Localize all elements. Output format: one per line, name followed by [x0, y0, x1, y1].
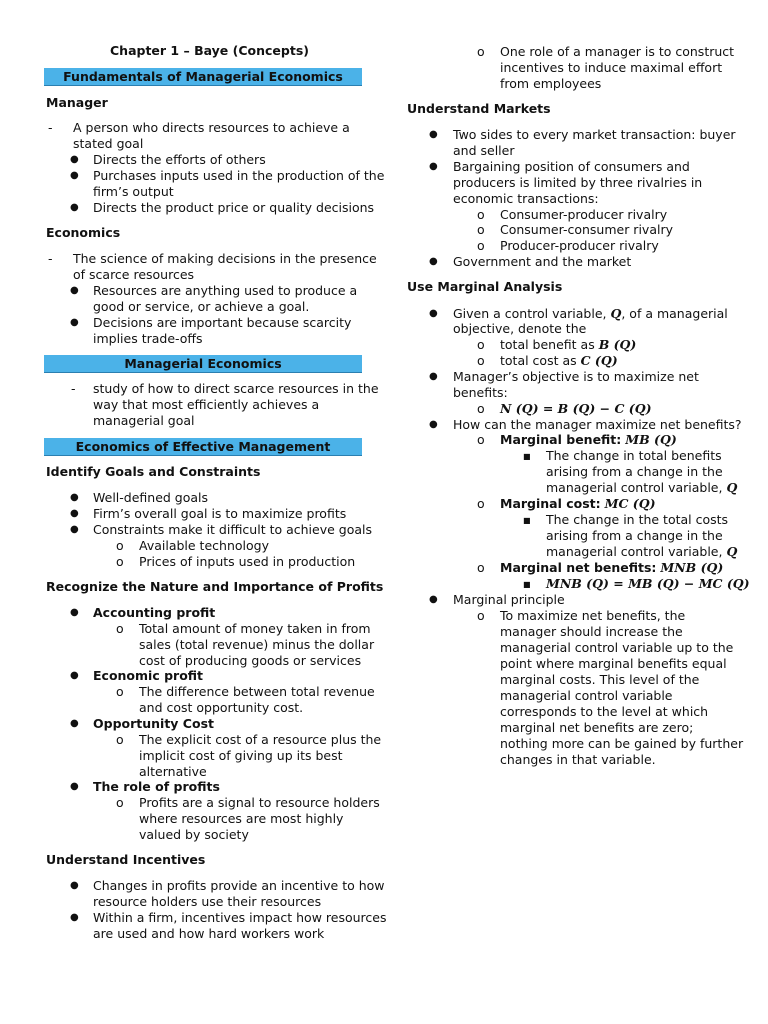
math-q: Q [726, 544, 738, 559]
mc-text: arising from a change in the [546, 528, 723, 543]
bullet: ● [70, 508, 79, 519]
square-bullet: ■ [523, 452, 531, 461]
math-cq: C (Q) [580, 353, 618, 368]
sub-bullet: o [116, 538, 124, 553]
bullet: ● [70, 317, 79, 328]
bullet: ● [429, 308, 438, 319]
list-item [500, 432, 677, 448]
economic-profit-label: Economic profit [93, 668, 204, 683]
sub-bullet: o [477, 353, 485, 368]
list-item: Bargaining position of consumers and [453, 159, 690, 174]
mc-text: The change in the total costs [546, 512, 729, 527]
sub-bullet: o [477, 222, 485, 237]
bullet: ● [429, 594, 438, 605]
mc-label: Marginal cost: [500, 496, 601, 511]
list-item: benefits: [453, 385, 508, 400]
dash-marker: - [48, 120, 53, 135]
list-item: are used and how hard workers work [93, 926, 325, 941]
list-item: Prices of inputs used in production [139, 554, 356, 569]
opportunity-text: The explicit cost of a resource plus the [139, 732, 382, 747]
list-item: resource holders use their resources [93, 894, 322, 909]
list-item: Purchases inputs used in the production of the [93, 168, 385, 183]
list-item: Decisions are important because scarcity [93, 315, 352, 330]
accounting-text: Total amount of money taken in from [139, 621, 371, 636]
sub-bullet: o [477, 608, 485, 623]
text: total cost as [500, 353, 577, 368]
mc-text [546, 544, 737, 560]
me-def-line2: way that most efficiently achieves a [93, 397, 320, 412]
heading-marginal-analysis: Use Marginal Analysis [407, 279, 563, 294]
math-mbq: MB (Q) [625, 432, 677, 447]
mp-text: marginal net benefits are zero; [500, 720, 694, 735]
mp-text: managerial control variable up to the [500, 640, 734, 655]
text: , of a managerial [621, 306, 728, 321]
incentive-text: from employees [500, 76, 602, 91]
mp-text: marginal costs. This level of the [500, 672, 700, 687]
sub-bullet: o [477, 238, 485, 253]
heading-markets: Understand Markets [407, 101, 551, 116]
sub-bullet: o [477, 44, 485, 59]
incentive-text: One role of a manager is to construct [500, 44, 735, 59]
mp-text: manager should increase the [500, 624, 683, 639]
heading-profits: Recognize the Nature and Importance of Profits [46, 579, 384, 594]
me-def-line1: study of how to direct scarce resources in the [93, 381, 379, 396]
opportunity-text: implicit cost of giving up its best [139, 748, 343, 763]
heading-manager: Manager [46, 95, 108, 110]
me-def-line3: managerial goal [93, 413, 195, 428]
bullet: ● [70, 781, 79, 792]
list-item: and seller [453, 143, 515, 158]
bullet: ● [70, 154, 79, 165]
economic-text: The difference between total revenue [139, 684, 375, 699]
list-item: good or service, or achieve a goal. [93, 299, 310, 314]
role-text: where resources are most highly [139, 811, 344, 826]
section-bar-effective-management: Economics of Effective Management [44, 438, 362, 456]
mp-text: point where marginal benefits equal [500, 656, 727, 671]
text: managerial control variable, [546, 544, 723, 559]
opportunity-text: alternative [139, 764, 207, 779]
text: Given a control variable, [453, 306, 607, 321]
incentive-text: incentives to induce maximal effort [500, 60, 723, 75]
bullet: ● [70, 170, 79, 181]
sub-bullet: o [116, 795, 124, 810]
list-item: Directs the efforts of others [93, 152, 266, 167]
list-item [500, 337, 636, 353]
sub-bullet: o [477, 207, 485, 222]
text: managerial control variable, [546, 480, 723, 495]
accounting-profit-label: Accounting profit [93, 605, 216, 620]
list-item: economic transactions: [453, 191, 599, 206]
mp-text: To maximize net benefits, the [500, 608, 686, 623]
mb-text: arising from a change in the [546, 464, 723, 479]
manager-def-line1: A person who directs resources to achieve a [73, 120, 350, 135]
bullet: ● [70, 524, 79, 535]
role-text: valued by society [139, 827, 249, 842]
list-item: firm’s output [93, 184, 174, 199]
square-bullet: ■ [523, 580, 531, 589]
sub-bullet: o [477, 432, 485, 447]
bullet: ● [70, 202, 79, 213]
bullet: ● [70, 607, 79, 618]
section-bar-fundamentals: Fundamentals of Managerial Economics [44, 68, 362, 86]
math-q: Q [726, 480, 738, 495]
list-item: How can the manager maximize net benefits? [453, 417, 742, 432]
list-item: Manager’s objective is to maximize net [453, 369, 699, 384]
text: total benefit as [500, 337, 595, 352]
list-item: Available technology [139, 538, 269, 553]
sub-bullet: o [116, 732, 124, 747]
heading-goals: Identify Goals and Constraints [46, 464, 261, 479]
accounting-text: cost of producing goods or services [139, 653, 362, 668]
list-item: Consumer-consumer rivalry [500, 222, 673, 237]
sub-bullet: o [116, 554, 124, 569]
mnb-label: Marginal net benefits: [500, 560, 657, 575]
list-item: Directs the product price or quality decisions [93, 200, 375, 215]
role-of-profits-label: The role of profits [93, 779, 220, 794]
bullet: ● [70, 912, 79, 923]
sub-bullet: o [477, 401, 485, 416]
section-bar-managerial-economics: Managerial Economics [44, 355, 362, 373]
list-item [500, 496, 656, 512]
math-mnb-equation: MNB (Q) = MB (Q) − MC (Q) [546, 576, 750, 591]
list-item: Consumer-producer rivalry [500, 207, 668, 222]
list-item [453, 306, 728, 322]
list-item: Two sides to every market transaction: buyer [453, 127, 736, 142]
list-item [500, 353, 618, 369]
bullet: ● [429, 419, 438, 430]
bullet: ● [70, 285, 79, 296]
bullet: ● [70, 880, 79, 891]
accounting-text: sales (total revenue) minus the dollar [139, 637, 375, 652]
math-mnbq: MNB (Q) [660, 560, 724, 575]
marginal-principle-label: Marginal principle [453, 592, 565, 607]
economics-def-line2: of scarce resources [73, 267, 195, 282]
list-item: Resources are anything used to produce a [93, 283, 358, 298]
list-item: implies trade-offs [93, 331, 203, 346]
mp-text: nothing more can be gained by further [500, 736, 744, 751]
sub-bullet: o [477, 496, 485, 511]
math-mcq: MC (Q) [604, 496, 656, 511]
bullet: ● [429, 129, 438, 140]
heading-incentives: Understand Incentives [46, 852, 206, 867]
list-item: Government and the market [453, 254, 632, 269]
dash-marker: - [71, 381, 76, 396]
page-title: Chapter 1 – Baye (Concepts) [110, 43, 309, 58]
bullet: ● [429, 371, 438, 382]
list-item: Changes in profits provide an incentive to how [93, 878, 385, 893]
list-item: producers is limited by three rivalries in [453, 175, 703, 190]
opportunity-cost-label: Opportunity Cost [93, 716, 214, 731]
math-q: Q [610, 306, 622, 321]
economic-text: and cost opportunity cost. [139, 700, 304, 715]
bullet: ● [70, 492, 79, 503]
mb-label: Marginal benefit: [500, 432, 622, 447]
math-nq-equation: N (Q) = B (Q) − C (Q) [500, 401, 652, 416]
list-item [500, 560, 723, 576]
mp-text: changes in that variable. [500, 752, 656, 767]
list-item: Within a firm, incentives impact how resources [93, 910, 387, 925]
list-item: Constraints make it difficult to achieve goals [93, 522, 372, 537]
bullet: ● [429, 161, 438, 172]
manager-def-line2: stated goal [73, 136, 144, 151]
economics-def-line1: The science of making decisions in the presence [73, 251, 377, 266]
math-bq: B (Q) [598, 337, 637, 352]
mp-text: managerial control variable [500, 688, 673, 703]
sub-bullet: o [116, 621, 124, 636]
list-item: Firm’s overall goal is to maximize profits [93, 506, 347, 521]
list-item: Producer-producer rivalry [500, 238, 659, 253]
heading-economics: Economics [46, 225, 121, 240]
role-text: Profits are a signal to resource holders [139, 795, 380, 810]
sub-bullet: o [477, 560, 485, 575]
sub-bullet: o [477, 337, 485, 352]
mp-text: corresponds to the level at which [500, 704, 709, 719]
square-bullet: ■ [523, 516, 531, 525]
bullet: ● [429, 256, 438, 267]
mb-text [546, 480, 737, 496]
bullet: ● [70, 670, 79, 681]
mb-text: The change in total benefits [546, 448, 722, 463]
sub-bullet: o [116, 684, 124, 699]
list-item: objective, denote the [453, 321, 587, 336]
list-item: Well-defined goals [93, 490, 209, 505]
dash-marker: - [48, 251, 53, 266]
bullet: ● [70, 718, 79, 729]
